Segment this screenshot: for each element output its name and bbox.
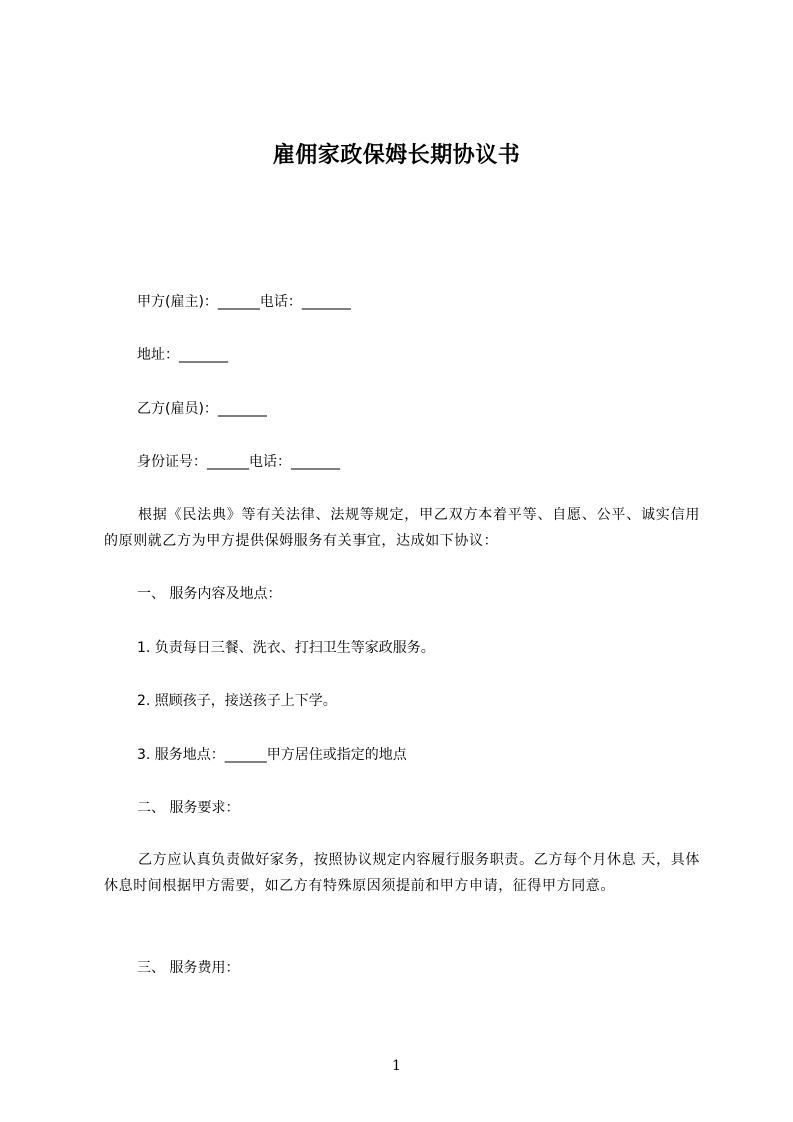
- section1-heading: 一、 服务内容及地点：: [137, 586, 282, 602]
- id-number-line: 身份证号：______电话：_______: [137, 454, 340, 470]
- service-item-2: 2. 照顾孩子，接送孩子上下学。: [137, 693, 337, 709]
- intro-paragraph: 根据《民法典》等有关法律、法规等规定，甲乙双方本着平等、自愿、公平、诚实信用的原则就乙方为甲方提供保姆服务有关事宜，达成如下协议：: [104, 507, 700, 549]
- document-title: 雇佣家政保姆长期协议书: [272, 143, 521, 168]
- section3-heading: 三、 服务费用：: [137, 960, 240, 976]
- service-item-1: 1. 负责每日三餐、洗衣、打扫卫生等家政服务。: [137, 640, 435, 656]
- page-number: 1: [392, 1058, 401, 1074]
- section2-paragraph: 乙方应认真负责做好家务，按照协议规定内容履行服务职责。乙方每个月休息 天，具体休息时间根据甲方需要，如乙方有特殊原因须提前和甲方申请，征得甲方同意。: [104, 852, 700, 894]
- address-line: 地址：_______: [137, 347, 228, 363]
- section2-heading: 二、 服务要求：: [137, 800, 240, 816]
- party-a-line: 甲方(雇主)：______电话：_______: [137, 294, 351, 310]
- service-item-3: 3. 服务地点：______甲方居住或指定的地点: [137, 747, 407, 763]
- party-b-line: 乙方(雇员)：_______: [137, 401, 267, 417]
